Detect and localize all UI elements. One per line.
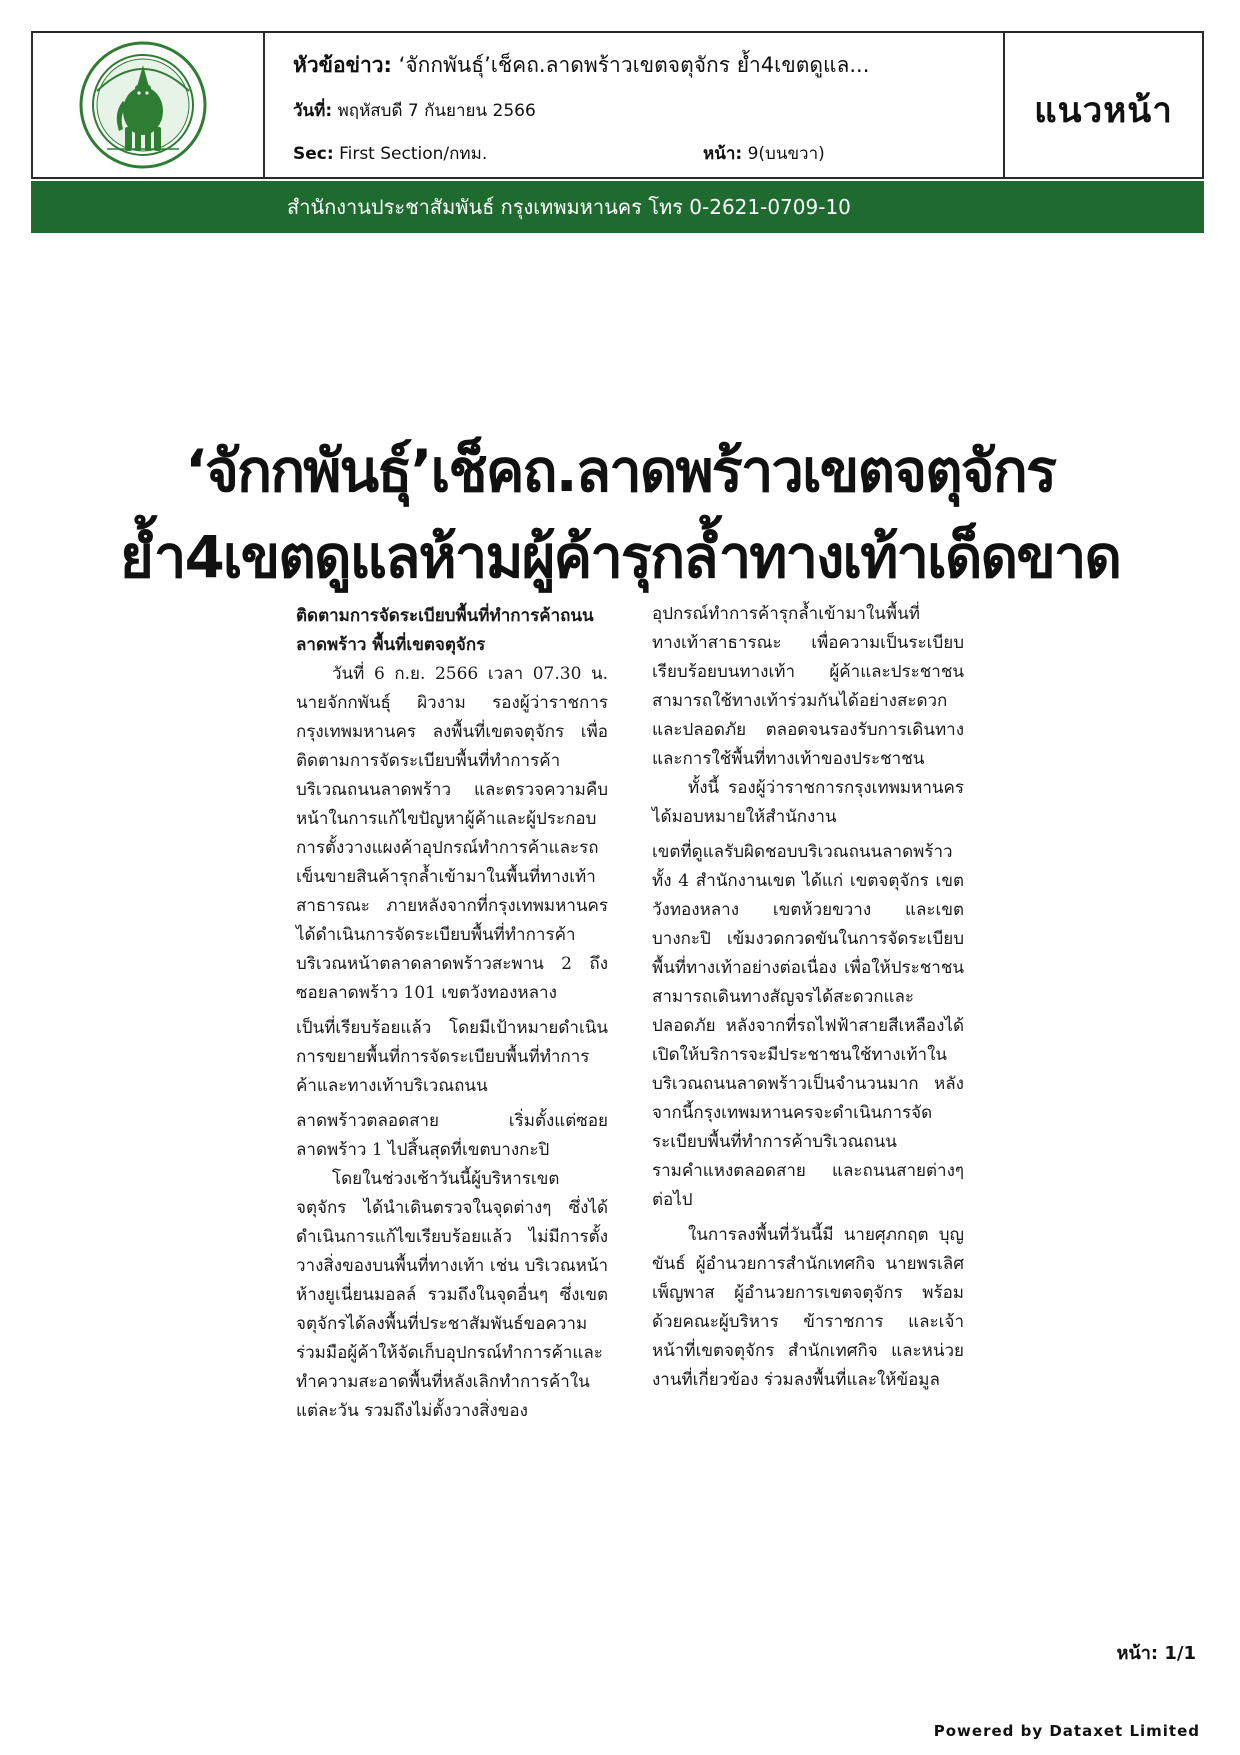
page-value: 9(บนขวา) (747, 144, 825, 164)
page-label: หน้า: (703, 144, 743, 164)
page-count: หน้า: 1/1 (1116, 1643, 1196, 1664)
bma-seal-logo (77, 39, 209, 171)
newspaper-name: แนวหน้า (1034, 91, 1173, 131)
section-label: Sec: (293, 144, 334, 164)
article-paragraph: ในการลงพื้นที่วันนี้มี นายศุภกฤต บุญขันธ์ ผู้อำนวยการสำนักเทศกิจ นายพรเลิศ เพ็ญพาส ผู้อำนวยการเขตจตุจักร พร้อมด้วยคณะผู้บริหาร ข้าราชการ และเจ้าหน้าที่เขตจตุจักร สำนักเทศกิจ และหน่วยงานที่เกี่ยวข้อง ร่วมลงพื้นที่และให้ข้อมูล (652, 1225, 964, 1390)
clipping-header (31, 31, 1204, 179)
article-paragraph: เขตที่ดูแลรับผิดชอบบริเวณถนนลาดพร้าวทั้ง 4 สำนักงานเขต ได้แก่ เขตจตุจักร เขตวังทองหลาง เขตห้วยขวาง และเขตบางกะปิ เข้มงวดกวดขันในการจัดระเบียบพื้นที่ทางเท้าอย่างต่อเนื่อง เพื่อให้ประชาชนสามารถเดินทางสัญจรได้สะดวกและปลอดภัย หลังจากที่รถไฟฟ้าสายสีเหลืองได้เปิดให้บริการจะมีประชาชนใช้ทางเท้าในบริเวณถนนลาดพร้าวเป็นจำนวนมาก หลังจากนี้กรุงเทพมหานครจะดำเนินการจัดระเบียบพื้นที่ทำการค้าบริเวณถนนรามคำแหงตลอดสาย และถนนสายต่างๆ ต่อไป (652, 842, 964, 1210)
section-field (293, 140, 487, 167)
article-paragraph: วันที่ 6 ก.ย. 2566 เวลา 07.30 น. นายจักกพันธุ์ ผิวงาม รองผู้ว่าราชการกรุงเทพมหานคร ลงพื้นที่เขตจตุจักร เพื่อติดตามการจัดระเบียบพื้นที่ทำการค้าบริเวณถนนลาดพร้าว และตรวจความคืบหน้าในการแก้ไขปัญหาผู้ค้าและผู้ประกอบการตั้งวางแผงค้าอุปกรณ์ทำการค้าและรถเข็นขายสินค้ารุกล้ำเข้ามาในพื้นที่ทางเท้าสาธารณะ ภายหลังจากที่กรุงเทพมหานครได้ดำเนินการจัดระเบียบพื้นที่ทำการค้าบริเวณหน้าตลาดลาดพร้าวสะพาน 2 ถึงซอยลาดพร้าว 101 เขตวังทองหลาง (296, 664, 608, 1003)
footer-credit: Powered by Dataxet Limited (933, 1722, 1200, 1740)
date-label: วันที่: (293, 101, 333, 121)
article-column-right (652, 600, 964, 1395)
headline-field (293, 49, 869, 82)
info-cell (265, 33, 1005, 177)
article-headline-line-2: ย้ำ4เขตดูแลห้ามผู้ค้ารุกล้ำทางเท้าเด็ดขาด (119, 523, 1121, 591)
logo-cell (33, 33, 265, 177)
article-paragraph: ลาดพร้าวตลอดสาย เริ่มตั้งแต่ซอยลาดพร้าว 1 ไปสิ้นสุดที่เขตบางกะปิ (296, 1111, 608, 1160)
position-cell (1005, 33, 1202, 177)
section-value: First Section/กทม. (339, 144, 488, 164)
article-paragraph: อุปกรณ์ทำการค้ารุกล้ำเข้ามาในพื้นที่ทางเท้าสาธารณะ เพื่อความเป็นระเบียบเรียบร้อยบนทางเท้า ผู้ค้าและประชาชนสามารถใช้ทางเท้าร่วมกันได้อย่างสะดวกและปลอดภัย ตลอดจนรองรับการเดินทางและการใช้พื้นที่ทางเท้าของประชาชน (652, 604, 964, 769)
article-column-left (296, 602, 608, 1426)
date-value: พฤหัสบดี 7 กันยายน 2566 (337, 101, 536, 121)
date-field (293, 97, 536, 124)
article-paragraph: ทั้งนี้ รองผู้ว่าราชการกรุงเทพมหานคร ได้มอบหมายให้สำนักงาน (652, 778, 964, 827)
article-headline-line-1: ‘จักกพันธุ์’เช็คถ.ลาดพร้าวเขตจตุจักร (184, 437, 1056, 505)
article-paragraph: โดยในช่วงเช้าวันนี้ผู้บริหารเขตจตุจักร ได้นำเดินตรวจในจุดต่างๆ ซึ่งได้ดำเนินการแก้ไขเรียบร้อยแล้ว ไม่มีการตั้งวางสิ่งของบนพื้นที่ทางเท้า เช่น บริเวณหน้าห้างยูเนี่ยนมอลล์ รวมถึงในจุดอื่นๆ ซึ่งเขตจตุจักรได้ลงพื้นที่ประชาสัมพันธ์ขอความร่วมมือผู้ค้าให้จัดเก็บอุปกรณ์ทำการค้าและทำความสะอาดพื้นที่หลังเลิกทำการค้าในแต่ละวัน รวมถึงไม่ตั้งวางสิ่งของ (296, 1169, 608, 1421)
headline-value: ‘จักกพันธุ์’เช็คถ.ลาดพร้าวเขตจตุจักร ย้ำ4เขตดูแล... (398, 53, 870, 77)
page-field (703, 140, 825, 167)
headline-label: หัวข้อข่าว: (293, 53, 392, 77)
contact-banner: สำนักงานประชาสัมพันธ์ กรุงเทพมหานคร โทร 0-2621-0709-10 (31, 181, 1204, 233)
article-lead: ติดตามการจัดระเบียบพื้นที่ทำการค้าถนนลาดพร้าว พื้นที่เขตจตุจักร (296, 606, 594, 655)
article-paragraph: เป็นที่เรียบร้อยแล้ว โดยมีเป้าหมายดำเนินการขยายพื้นที่การจัดระเบียบพื้นที่ทำการค้าและทางเท้าบริเวณถนน (296, 1018, 608, 1096)
